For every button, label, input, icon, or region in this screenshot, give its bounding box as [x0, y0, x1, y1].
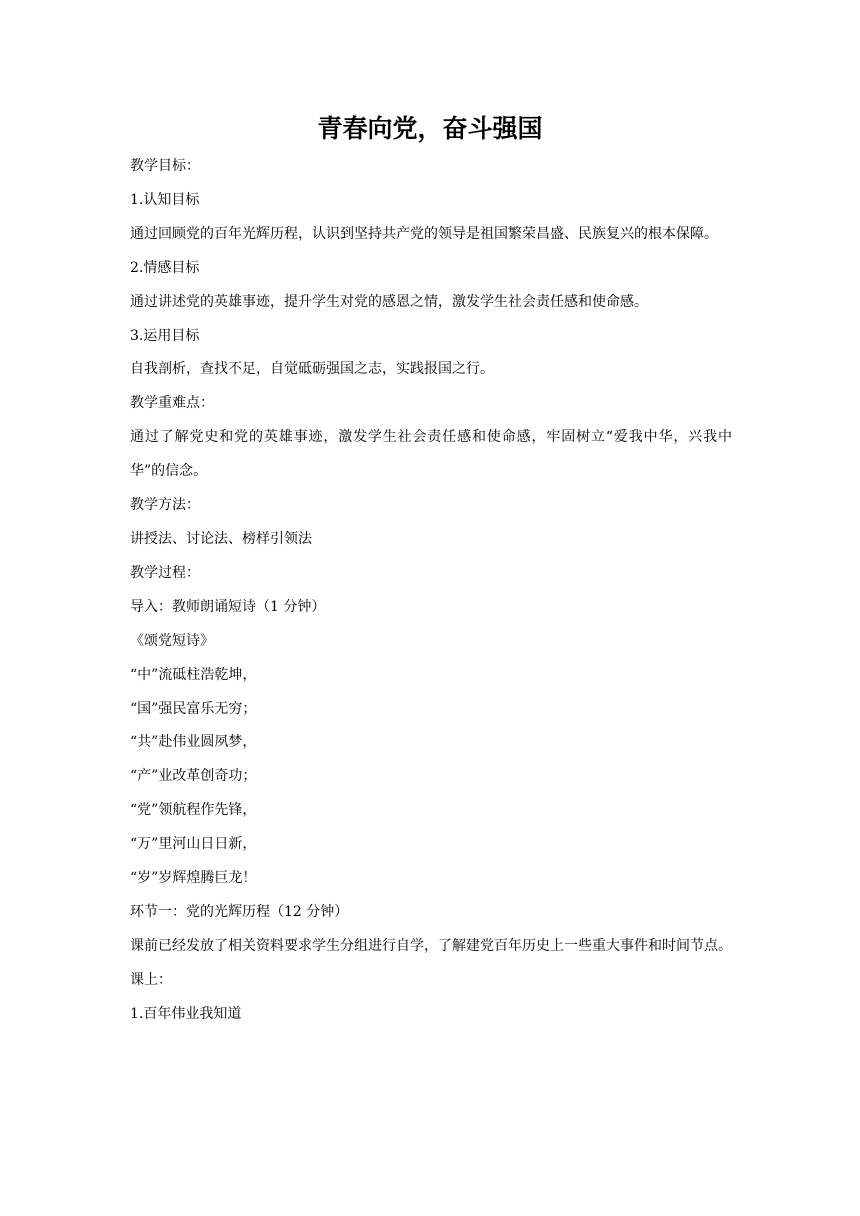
paragraph-key-points: 通过了解党史和党的英雄事迹，激发学生社会责任感和使命感，牢固树立“爱我中华，兴我中华”的信念。 [130, 429, 732, 480]
subheading-emotional-goal: 2.情感目标 [130, 259, 200, 276]
poem-line: “万”里河山日日新， [130, 836, 257, 853]
paragraph-emotional-goal: 通过讲述党的英雄事迹，提升学生对党的感恩之情，激发学生社会责任感和使命感。 [130, 293, 648, 310]
poem-title: 《颂党短诗》 [130, 632, 214, 649]
section-heading-key-points: 教学重难点： [130, 395, 214, 412]
subheading-application-goal: 3.运用目标 [130, 327, 200, 344]
poem-line: “产”业改革创奇功； [130, 768, 257, 785]
subheading-century-achievements: 1.百年伟业我知道 [130, 1005, 242, 1022]
paragraph-cognitive-goal: 通过回顾党的百年光辉历程，认识到坚持共产党的领导是祖国繁荣昌盛、民族复兴的根本保障。 [130, 225, 718, 242]
poem-line: “党”领航程作先锋， [130, 802, 257, 819]
poem-line: “国”强民富乐无穷； [130, 700, 257, 717]
poem-line: “岁”岁辉煌腾巨龙！ [130, 870, 257, 887]
document-title: 青春向党，奋斗强国 [317, 114, 543, 143]
poem-line: “共”赴伟业圆夙梦， [130, 734, 257, 751]
section-heading-teaching-methods: 教学方法： [130, 497, 200, 514]
paragraph-application-goal: 自我剖析，查找不足，自觉砥砺强国之志，实践报国之行。 [130, 361, 494, 378]
paragraph-teaching-methods: 讲授法、讨论法、榜样引领法 [130, 530, 312, 547]
section-heading-teaching-goals: 教学目标： [130, 158, 200, 174]
section-heading-stage-one: 环节一：党的光辉历程（12 分钟） [130, 903, 349, 920]
document-body [130, 150, 732, 1032]
section-heading-teaching-process: 教学过程： [130, 564, 200, 581]
paragraph-introduction: 导入：教师朗诵短诗（1 分钟） [130, 598, 326, 615]
paragraph-in-class: 课上： [130, 971, 172, 988]
paragraph-pre-class: 课前已经发放了相关资料要求学生分组进行自学，了解建党百年历史上一些重大事件和时间节点。 [130, 937, 732, 954]
subheading-cognitive-goal: 1.认知目标 [130, 191, 200, 208]
poem-line: “中”流砥柱浩乾坤， [130, 666, 257, 683]
